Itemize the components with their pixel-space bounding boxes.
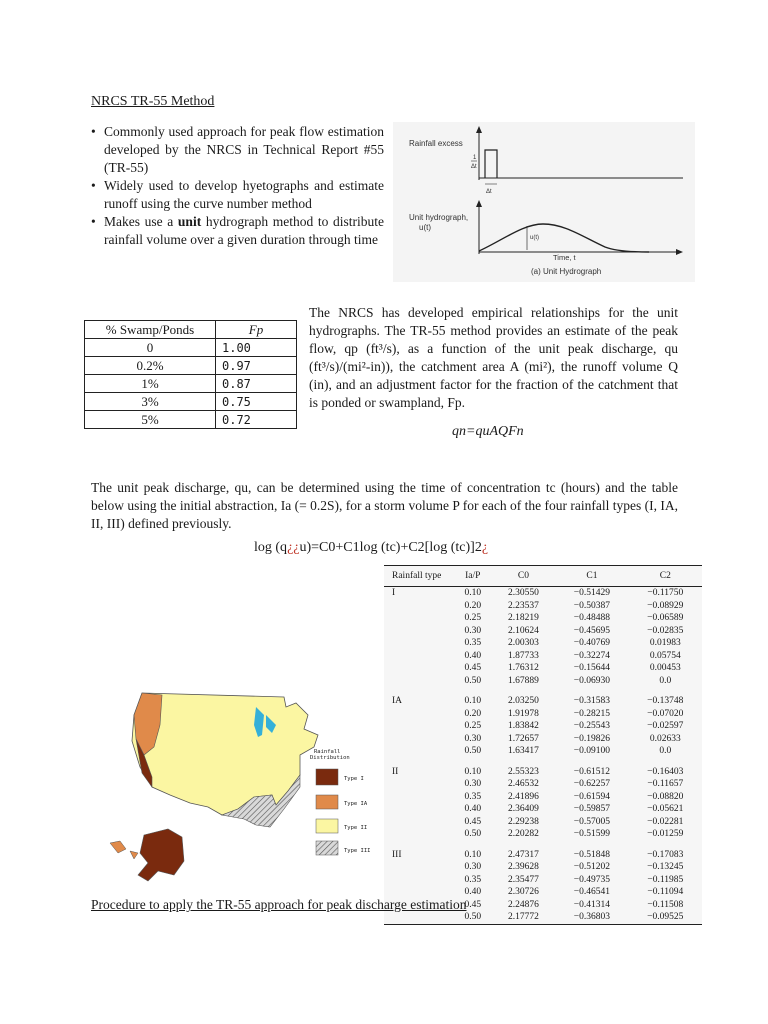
- table-row: [384, 816, 702, 829]
- rainfall-type-cell: [384, 791, 454, 804]
- table-cell: 0.30: [464, 625, 482, 636]
- table-cell: −0.48488: [573, 613, 611, 624]
- swamp-ponds-table: [84, 320, 297, 429]
- table-cell: 0.10: [464, 696, 482, 707]
- rainfall-type-cell: [384, 861, 454, 874]
- table-row: [384, 662, 702, 675]
- table-cell: −0.25543: [573, 721, 611, 732]
- table-cell: −0.11657: [647, 779, 684, 790]
- table-cell: −0.28215: [573, 708, 611, 719]
- table-cell: −0.13245: [647, 862, 684, 873]
- legend-subtitle: Distribution: [310, 755, 350, 761]
- table-row: 5% 0.72: [85, 411, 297, 429]
- table-cell: −0.09525: [629, 911, 702, 924]
- rainfall-type-cell: [384, 745, 454, 758]
- table-cell: −0.06589: [647, 613, 684, 624]
- table-row: [384, 874, 702, 887]
- unit-hydrograph-figure: [393, 122, 695, 282]
- table-cell: −0.31583: [573, 696, 611, 707]
- table-row: [384, 745, 702, 758]
- table-cell: 2.10624: [507, 625, 539, 636]
- table-row: [384, 675, 702, 688]
- rainfall-excess-label: Rainfall excess: [409, 139, 463, 148]
- rainfall-type-cell: [384, 600, 454, 613]
- table-cell: −0.08820: [647, 791, 684, 802]
- table-row: [384, 600, 702, 613]
- bullet-item: • Commonly used approach for peak flow estimation developed by the NRCS in Technical Report #55 (TR-55): [91, 123, 384, 177]
- table-cell: 0.40: [464, 650, 482, 661]
- table-cell: −0.57005: [573, 816, 611, 827]
- table-cell: −0.16403: [647, 766, 684, 777]
- log-discharge-equation: log (q¿¿u)=C0+C1log (tc)+C2[log (tc)]2¿: [254, 540, 489, 555]
- rainfall-type-cell: [384, 720, 454, 733]
- table-cell: 0.50: [464, 829, 482, 840]
- group-spacer: [384, 841, 702, 849]
- table-cell: 2.18219: [507, 613, 539, 624]
- table-row: 3% 0.75: [85, 393, 297, 411]
- table-row: [384, 733, 702, 746]
- peak-flow-equation: qn=quAQFn: [452, 424, 524, 439]
- table-header: % Swamp/Ponds: [85, 321, 216, 339]
- table-cell: 0.00453: [649, 663, 681, 674]
- coefficient-table: [384, 565, 702, 925]
- table-cell: 0.40: [464, 887, 482, 898]
- table-row: [384, 791, 702, 804]
- rainfall-type-cell: [384, 637, 454, 650]
- table-cell: 2.03250: [507, 696, 539, 707]
- table-cell: 2.36409: [507, 804, 539, 815]
- table-cell: 0.01983: [649, 638, 681, 649]
- rainfall-type-cell: [384, 675, 454, 688]
- table-cell: 2.47317: [507, 849, 539, 860]
- table-cell: 2.30550: [507, 588, 539, 599]
- table-header: Rainfall type: [384, 566, 454, 587]
- rainfall-type-cell: [384, 733, 454, 746]
- table-cell: −0.51202: [573, 862, 611, 873]
- rainfall-type-cell: [384, 828, 454, 841]
- table-cell: 0.50: [464, 675, 482, 686]
- table-cell: −0.11985: [647, 874, 684, 885]
- rainfall-type-cell: IA: [392, 696, 403, 707]
- table-cell: −0.11750: [647, 588, 684, 599]
- table-cell: −0.07020: [647, 708, 684, 719]
- table-cell: 0.10: [464, 588, 482, 599]
- table-row: 0 1.00: [85, 339, 297, 357]
- legend-swatch-type-iii: [316, 841, 338, 855]
- unit-peak-discharge-paragraph: The unit peak discharge, qu, can be determined using the time of concentration tc (hours) and the table below using the initial abstraction, Ia (= 0.2S), for a storm volume P for each of the four rainfall types (I, IA, II, III) defined previously.: [91, 480, 678, 531]
- legend-label: Type II: [344, 825, 368, 831]
- rainfall-type-cell: [384, 650, 454, 663]
- table-row: [384, 637, 702, 650]
- table-cell: 0.35: [464, 791, 482, 802]
- table-cell: −0.62257: [573, 779, 611, 790]
- table-cell: 2.46532: [507, 779, 539, 790]
- table-row: [384, 587, 702, 600]
- legend-title: Rainfall: [314, 749, 341, 755]
- unit-hydrograph-label: Unit hydrograph,: [409, 213, 469, 222]
- pulse-width-label: Δt: [471, 164, 477, 170]
- table-cell: 0.45: [464, 816, 482, 827]
- table-cell: −0.51599: [573, 829, 611, 840]
- table-cell: 0.20: [464, 600, 482, 611]
- group-spacer: [384, 758, 702, 766]
- rainfall-type-cell: [384, 625, 454, 638]
- table-cell: −0.36803: [555, 911, 628, 924]
- rainfall-type-cell: [384, 816, 454, 829]
- table-row: [384, 861, 702, 874]
- rainfall-type-cell: II: [392, 766, 399, 777]
- unit-hydrograph-paragraph: The NRCS has developed empirical relationships for the unit hydrographs. The TR-55 method provides an estimate of the peak flow, qp (ft³/s), as a function of the unit peak discharge, qu (ft³/s)/(mi²-in)), the catchment area A (mi²), the runoff volume Q (in), and an adjustment factor for the fraction of the catchment that is ponded or swampland, Fp.: [309, 305, 678, 410]
- table-row: [384, 778, 702, 791]
- table-cell: 0.02633: [649, 733, 681, 744]
- table-cell: 0.25: [464, 613, 482, 624]
- table-cell: 1.72657: [507, 733, 539, 744]
- table-cell: 2.29238: [507, 816, 539, 827]
- table-cell: −0.50387: [573, 600, 611, 611]
- table-cell: −0.45695: [573, 625, 611, 636]
- table-row: [384, 695, 702, 708]
- ut-marker-label: u(t): [530, 235, 539, 241]
- table-cell: −0.08929: [647, 600, 684, 611]
- table-cell: 0.25: [464, 721, 482, 732]
- table-cell: −0.02835: [647, 625, 684, 636]
- table-cell: −0.61512: [573, 766, 611, 777]
- table-cell: 1.91978: [507, 708, 539, 719]
- time-axis-label: Time, t: [553, 253, 576, 262]
- table-row: [384, 625, 702, 638]
- figure-caption: (a) Unit Hydrograph: [531, 267, 602, 276]
- table-cell: 2.17772: [492, 911, 556, 924]
- coefficient-table-wrap: [384, 565, 702, 925]
- legend-swatch-type-ii: [316, 819, 338, 833]
- table-cell: 0.20: [464, 708, 482, 719]
- table-cell: 1.67889: [507, 675, 539, 686]
- group-spacer: [384, 687, 702, 695]
- table-cell: 0.0: [659, 746, 672, 757]
- table-cell: −0.51848: [573, 849, 611, 860]
- table-header: Ia/P: [454, 566, 492, 587]
- rainfall-type-cell: [384, 778, 454, 791]
- table-cell: −0.17083: [647, 849, 684, 860]
- procedure-heading: Procedure to apply the TR-55 approach for peak discharge estimation: [91, 897, 467, 912]
- table-header-row: [384, 566, 702, 587]
- table-cell: −0.40769: [573, 638, 611, 649]
- table-cell: 2.41896: [507, 791, 539, 802]
- table-cell: 0.05754: [649, 650, 681, 661]
- table-header: Fp: [216, 321, 297, 339]
- coefficient-table-body: [384, 587, 702, 925]
- alaska: [138, 829, 184, 881]
- table-cell: 1.63417: [507, 746, 539, 757]
- table-cell: −0.61594: [573, 791, 611, 802]
- rainfall-type-cell: [384, 874, 454, 887]
- table-cell: −0.02597: [647, 721, 684, 732]
- legend-swatch-type-i: [316, 769, 338, 785]
- table-cell: 2.00303: [507, 638, 539, 649]
- table-cell: 0.0: [659, 675, 672, 686]
- table-cell: −0.51429: [573, 588, 611, 599]
- table-cell: −0.02281: [647, 816, 684, 827]
- legend-label: Type IA: [344, 801, 368, 807]
- table-cell: 2.55323: [507, 766, 539, 777]
- table-cell: −0.15644: [573, 663, 611, 674]
- table-cell: −0.32274: [573, 650, 611, 661]
- rainfall-type-cell: [384, 803, 454, 816]
- table-row: [384, 612, 702, 625]
- table-cell: −0.19826: [573, 733, 611, 744]
- rainfall-distribution-map: [104, 685, 380, 885]
- page-heading: NRCS TR-55 Method: [91, 94, 215, 109]
- table-cell: 2.39628: [507, 862, 539, 873]
- legend-swatch-type-ia: [316, 795, 338, 809]
- table-cell: −0.41314: [573, 899, 611, 910]
- bullet-item: • Widely used to develop hyetographs and estimate runoff using the curve number method: [91, 177, 384, 213]
- table-cell: 0.10: [464, 849, 482, 860]
- table-cell: 0.30: [464, 862, 482, 873]
- table-cell: 0.40: [464, 804, 482, 815]
- table-cell: 0.30: [464, 779, 482, 790]
- table-cell: 1.87733: [507, 650, 539, 661]
- table-cell: −0.11508: [647, 899, 684, 910]
- table-row: [384, 849, 702, 862]
- table-cell: 1.83842: [507, 721, 539, 732]
- unit-hydrograph-symbol: u(t): [419, 223, 431, 232]
- table-cell: 2.20282: [507, 829, 539, 840]
- table-cell: −0.01259: [647, 829, 684, 840]
- legend-label: Type I: [344, 776, 364, 782]
- delta-t-label: Δt: [486, 189, 492, 195]
- table-row: [384, 803, 702, 816]
- table-cell: 2.35477: [507, 874, 539, 885]
- table-cell: −0.13748: [647, 696, 684, 707]
- rainfall-type-cell: [384, 708, 454, 721]
- table-cell: 2.23537: [507, 600, 539, 611]
- table-row: 1% 0.87: [85, 375, 297, 393]
- table-cell: 0.35: [464, 874, 482, 885]
- table-cell: 0.30: [464, 733, 482, 744]
- bullet-list: [91, 123, 384, 249]
- table-cell: −0.46541: [573, 887, 611, 898]
- table-row: [384, 766, 702, 779]
- table-cell: −0.11094: [647, 887, 684, 898]
- table-cell: −0.09100: [573, 746, 611, 757]
- legend-label: Type III: [344, 848, 371, 854]
- table-header-row: [85, 321, 297, 339]
- rainfall-type-cell: I: [392, 588, 396, 599]
- table-cell: 0.10: [464, 766, 482, 777]
- table-cell: 0.50: [454, 911, 492, 924]
- table-row: [384, 708, 702, 721]
- table-cell: −0.49735: [573, 874, 611, 885]
- table-cell: −0.59857: [573, 804, 611, 815]
- table-row: [384, 720, 702, 733]
- table-header: C0: [492, 566, 556, 587]
- rainfall-type-cell: III: [392, 849, 402, 860]
- table-cell: 0.45: [464, 663, 482, 674]
- table-row: [384, 650, 702, 663]
- rainfall-type-cell: [384, 612, 454, 625]
- table-cell: −0.05621: [647, 804, 684, 815]
- table-cell: 0.45: [464, 899, 482, 910]
- table-row: 0.2% 0.97: [85, 357, 297, 375]
- table-cell: 0.50: [464, 746, 482, 757]
- rainfall-type-cell: [384, 662, 454, 675]
- table-cell: 2.30726: [507, 887, 539, 898]
- table-header: C1: [555, 566, 628, 587]
- table-cell: 1.76312: [507, 663, 539, 674]
- pulse-height-label: 1: [473, 155, 477, 161]
- bullet-item: • Makes use a unit hydrograph method to distribute rainfall volume over a given duration through time: [91, 213, 384, 249]
- table-cell: 0.35: [464, 638, 482, 649]
- table-cell: −0.06930: [573, 675, 611, 686]
- table-cell: 2.24876: [507, 899, 539, 910]
- table-header: C2: [629, 566, 702, 587]
- table-row: [384, 828, 702, 841]
